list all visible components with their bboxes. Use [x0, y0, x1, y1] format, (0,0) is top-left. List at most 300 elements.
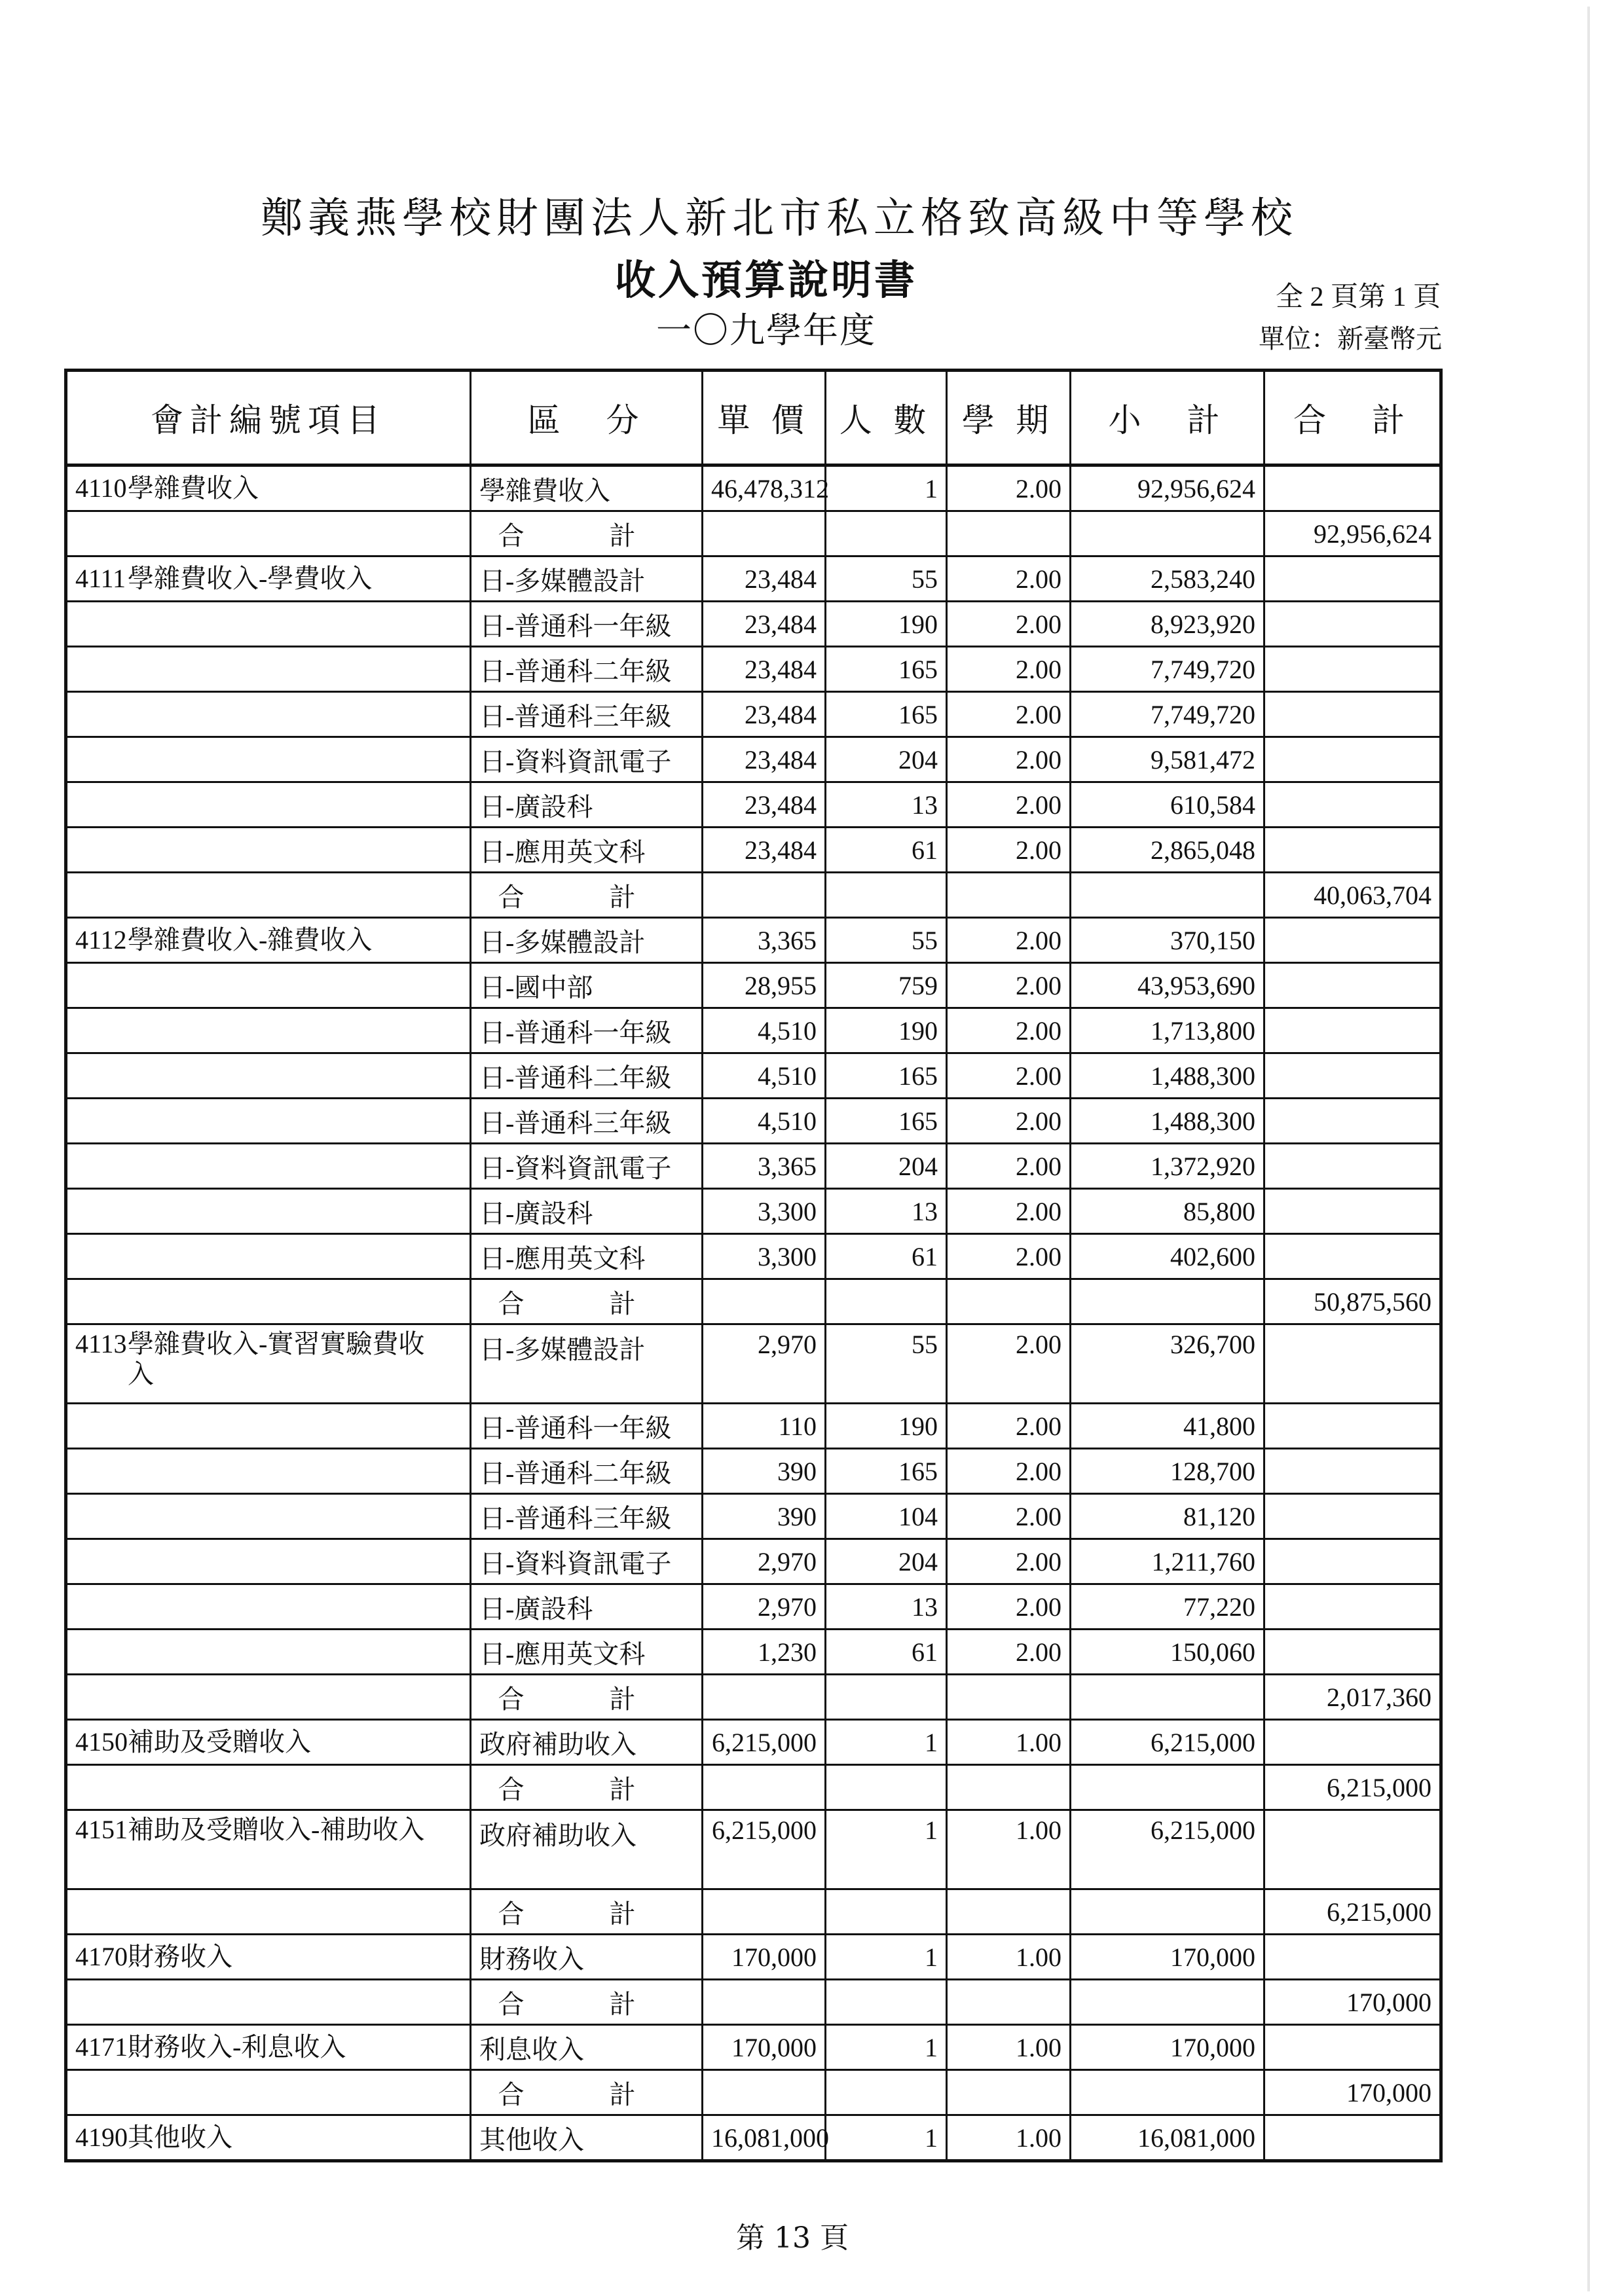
- currency-unit: 單位：新臺幣元: [1259, 324, 1442, 354]
- total-cell: 6,215,000: [1264, 1889, 1441, 1935]
- sum-label: 合 計: [471, 1889, 703, 1935]
- col-header-unit-price: 單 價: [703, 371, 826, 465]
- account-code: 4190: [75, 2123, 128, 2152]
- sum-row: [66, 2070, 1441, 2115]
- unit-price-cell: [703, 2070, 826, 2115]
- terms-cell: [947, 1675, 1071, 1720]
- account-code: 4113: [75, 1329, 127, 1358]
- category-cell: 日-廣設科: [471, 782, 703, 828]
- terms-cell: 2.00: [947, 1404, 1071, 1449]
- category-cell: 日-應用英文科: [471, 828, 703, 873]
- terms-cell: 2.00: [947, 1584, 1071, 1630]
- count-cell: [826, 1980, 947, 2025]
- subtotal-cell: 2,583,240: [1071, 556, 1264, 602]
- terms-cell: [947, 1765, 1071, 1810]
- total-cell: [1264, 1935, 1441, 1980]
- terms-cell: [947, 1980, 1071, 2025]
- total-cell: [1264, 556, 1441, 602]
- document-title: 收入預算說明書: [614, 256, 917, 304]
- count-cell: [826, 1675, 947, 1720]
- terms-cell: 2.00: [947, 602, 1071, 647]
- table-row: [66, 1449, 1441, 1494]
- unit-price-cell: 23,484: [703, 602, 826, 647]
- account-item-cell: [66, 1935, 471, 1980]
- unit-price-cell: [703, 1279, 826, 1324]
- table-row: [66, 1008, 1441, 1053]
- subtotal-cell: 7,749,720: [1071, 692, 1264, 737]
- total-cell: [1264, 828, 1441, 873]
- unit-price-cell: 2,970: [703, 1539, 826, 1584]
- terms-cell: 2.00: [947, 1630, 1071, 1675]
- subtotal-cell: 128,700: [1071, 1449, 1264, 1494]
- total-cell: 6,215,000: [1264, 1765, 1441, 1810]
- total-cell: [1264, 1144, 1441, 1189]
- table-row: [66, 556, 1441, 602]
- category-cell: 日-資料資訊電子: [471, 1539, 703, 1584]
- account-code: 4150: [75, 1727, 128, 1757]
- account-name: 學雜費收入-學費收入: [128, 564, 373, 593]
- count-cell: 55: [826, 918, 947, 963]
- count-cell: 55: [826, 1324, 947, 1404]
- table-row: [66, 1053, 1441, 1099]
- unit-price-cell: 110: [703, 1404, 826, 1449]
- sum-row: [66, 1980, 1441, 2025]
- table-header-row: [66, 371, 1441, 465]
- unit-price-cell: 6,215,000: [703, 1810, 826, 1889]
- category-cell: 財務收入: [471, 1935, 703, 1980]
- category-cell: 日-普通科三年級: [471, 692, 703, 737]
- total-cell: [1264, 963, 1441, 1008]
- account-code: 4151: [75, 1815, 128, 1844]
- account-item-cell: [66, 556, 471, 602]
- account-item-cell: [66, 1008, 471, 1053]
- count-cell: 190: [826, 602, 947, 647]
- count-cell: 165: [826, 1449, 947, 1494]
- terms-cell: 2.00: [947, 1449, 1071, 1494]
- subtotal-cell: 326,700: [1071, 1324, 1264, 1404]
- table-row: [66, 1630, 1441, 1675]
- subtotal-cell: 6,215,000: [1071, 1720, 1264, 1765]
- page-info: 全 2 頁第 1 頁: [1275, 282, 1441, 312]
- terms-cell: 1.00: [947, 1935, 1071, 1980]
- unit-price-cell: 2,970: [703, 1324, 826, 1404]
- account-code: 4171: [75, 2032, 128, 2062]
- account-item-cell: [66, 1404, 471, 1449]
- category-cell: 日-多媒體設計: [471, 1324, 703, 1404]
- count-cell: 13: [826, 1189, 947, 1234]
- category-cell: 日-多媒體設計: [471, 556, 703, 602]
- terms-cell: 2.00: [947, 782, 1071, 828]
- unit-price-cell: 3,300: [703, 1189, 826, 1234]
- subtotal-cell: 1,713,800: [1071, 1008, 1264, 1053]
- sum-label: 合 計: [471, 2070, 703, 2115]
- school-year: 一〇九學年度: [656, 310, 876, 351]
- terms-cell: 2.00: [947, 1053, 1071, 1099]
- total-cell: [1264, 1189, 1441, 1234]
- terms-cell: 1.00: [947, 2025, 1071, 2070]
- count-cell: 204: [826, 1539, 947, 1584]
- account-item-cell: [66, 1630, 471, 1675]
- account-item-cell: [66, 737, 471, 782]
- org-title: [0, 185, 1624, 245]
- account-item-cell: [66, 1449, 471, 1494]
- count-cell: 13: [826, 1584, 947, 1630]
- table-row: [66, 918, 1441, 963]
- table-row: [66, 1494, 1441, 1539]
- org-title-text: 鄭義燕學校財團法人新北市私立格致高級中等學校: [261, 194, 1298, 243]
- unit-price-cell: 23,484: [703, 828, 826, 873]
- account-item-cell: [66, 2025, 471, 2070]
- subtotal-cell: [1071, 1980, 1264, 2025]
- sum-row: [66, 511, 1441, 556]
- account-name: 補助及受贈收入-補助收入: [128, 1815, 425, 1844]
- total-cell: [1264, 1720, 1441, 1765]
- account-item-cell: [66, 1765, 471, 1810]
- account-item-cell: [66, 465, 471, 511]
- unit-price-cell: 390: [703, 1449, 826, 1494]
- account-item-cell: [66, 602, 471, 647]
- col-header-total: 合 計: [1264, 371, 1441, 465]
- account-item-cell: [66, 828, 471, 873]
- terms-cell: 1.00: [947, 1810, 1071, 1889]
- terms-cell: 2.00: [947, 1189, 1071, 1234]
- unit-price-cell: 23,484: [703, 692, 826, 737]
- account-item-cell: [66, 1980, 471, 2025]
- terms-cell: 2.00: [947, 963, 1071, 1008]
- page-number: 第 13 頁: [736, 2221, 849, 2255]
- account-item-cell: [66, 1234, 471, 1279]
- table-row: [66, 1324, 1441, 1404]
- subtotal-cell: 92,956,624: [1071, 465, 1264, 511]
- sum-row: [66, 1889, 1441, 1935]
- total-cell: [1264, 2115, 1441, 2161]
- subtotal-cell: 1,488,300: [1071, 1053, 1264, 1099]
- total-cell: [1264, 737, 1441, 782]
- total-cell: 92,956,624: [1264, 511, 1441, 556]
- unit-price-cell: 28,955: [703, 963, 826, 1008]
- account-code: 4111: [75, 564, 126, 593]
- table-row: [66, 2115, 1441, 2161]
- count-cell: 55: [826, 556, 947, 602]
- unit-price-cell: 4,510: [703, 1053, 826, 1099]
- unit-price-cell: 23,484: [703, 782, 826, 828]
- subtotal-cell: 1,372,920: [1071, 1144, 1264, 1189]
- unit-price-cell: 6,215,000: [703, 1720, 826, 1765]
- count-cell: [826, 1765, 947, 1810]
- category-cell: 日-普通科二年級: [471, 1053, 703, 1099]
- total-cell: [1264, 1494, 1441, 1539]
- terms-cell: 2.00: [947, 1008, 1071, 1053]
- total-cell: [1264, 1449, 1441, 1494]
- category-cell: 政府補助收入: [471, 1810, 703, 1889]
- table-row: [66, 692, 1441, 737]
- account-item-cell: [66, 782, 471, 828]
- account-item-cell: [66, 963, 471, 1008]
- count-cell: 1: [826, 1935, 947, 1980]
- terms-cell: 2.00: [947, 556, 1071, 602]
- table-row: [66, 1810, 1441, 1889]
- subtotal-cell: 150,060: [1071, 1630, 1264, 1675]
- table-row: [66, 963, 1441, 1008]
- total-cell: [1264, 602, 1441, 647]
- subtotal-cell: [1071, 1765, 1264, 1810]
- table-row: [66, 1720, 1441, 1765]
- count-cell: [826, 2070, 947, 2115]
- unit-price-cell: 4,510: [703, 1099, 826, 1144]
- unit-price-cell: [703, 1889, 826, 1935]
- col-header-category: 區 分: [471, 371, 703, 465]
- subtotal-cell: 610,584: [1071, 782, 1264, 828]
- category-cell: 日-資料資訊電子: [471, 737, 703, 782]
- terms-cell: 2.00: [947, 918, 1071, 963]
- terms-cell: 2.00: [947, 465, 1071, 511]
- subtotal-cell: 2,865,048: [1071, 828, 1264, 873]
- sum-row: [66, 1675, 1441, 1720]
- subtotal-cell: 41,800: [1071, 1404, 1264, 1449]
- unit-price-cell: 4,510: [703, 1008, 826, 1053]
- total-cell: 40,063,704: [1264, 873, 1441, 918]
- unit-price-cell: 23,484: [703, 647, 826, 692]
- subtotal-cell: 85,800: [1071, 1189, 1264, 1234]
- subtotal-cell: 370,150: [1071, 918, 1264, 963]
- unit-price-cell: 23,484: [703, 737, 826, 782]
- category-cell: 日-應用英文科: [471, 1630, 703, 1675]
- subtotal-cell: 170,000: [1071, 1935, 1264, 1980]
- table-body: [66, 465, 1441, 2161]
- total-cell: [1264, 465, 1441, 511]
- category-cell: 日-普通科一年級: [471, 602, 703, 647]
- count-cell: [826, 873, 947, 918]
- terms-cell: 2.00: [947, 692, 1071, 737]
- subtotal-cell: 81,120: [1071, 1494, 1264, 1539]
- table-row: [66, 465, 1441, 511]
- category-cell: 其他收入: [471, 2115, 703, 2161]
- category-cell: 日-普通科二年級: [471, 647, 703, 692]
- count-cell: 204: [826, 1144, 947, 1189]
- revenue-budget-table: [64, 369, 1443, 2162]
- category-cell: 日-普通科一年級: [471, 1404, 703, 1449]
- unit-price-cell: 2,970: [703, 1584, 826, 1630]
- terms-cell: 2.00: [947, 1539, 1071, 1584]
- subtotal-cell: 8,923,920: [1071, 602, 1264, 647]
- subtotal-cell: 1,211,760: [1071, 1539, 1264, 1584]
- subtotal-cell: 43,953,690: [1071, 963, 1264, 1008]
- subtotal-cell: 9,581,472: [1071, 737, 1264, 782]
- subtotal-cell: 7,749,720: [1071, 647, 1264, 692]
- subtotal-cell: 16,081,000: [1071, 2115, 1264, 2161]
- sum-label: 合 計: [471, 873, 703, 918]
- account-code: 4112: [75, 925, 127, 955]
- account-item-cell: [66, 2115, 471, 2161]
- account-item-cell: [66, 511, 471, 556]
- table-row: [66, 782, 1441, 828]
- sum-label: 合 計: [471, 1279, 703, 1324]
- account-name: 補助及受贈收入: [128, 1727, 311, 1757]
- count-cell: 165: [826, 1099, 947, 1144]
- total-cell: [1264, 1630, 1441, 1675]
- unit-price-cell: 390: [703, 1494, 826, 1539]
- account-item-cell: [66, 1494, 471, 1539]
- count-cell: 61: [826, 828, 947, 873]
- count-cell: 1: [826, 2115, 947, 2161]
- unit-price-cell: 1,230: [703, 1630, 826, 1675]
- unit-price-cell: [703, 1765, 826, 1810]
- terms-cell: [947, 511, 1071, 556]
- category-cell: 日-廣設科: [471, 1584, 703, 1630]
- sum-row: [66, 1765, 1441, 1810]
- subtotal-cell: 77,220: [1071, 1584, 1264, 1630]
- unit-price-cell: [703, 873, 826, 918]
- total-cell: [1264, 1234, 1441, 1279]
- total-cell: 170,000: [1264, 1980, 1441, 2025]
- table-row: [66, 2025, 1441, 2070]
- table-row: [66, 1584, 1441, 1630]
- account-item-cell: [66, 1053, 471, 1099]
- table-row: [66, 1404, 1441, 1449]
- total-cell: [1264, 1099, 1441, 1144]
- terms-cell: [947, 1889, 1071, 1935]
- subtotal-cell: [1071, 1279, 1264, 1324]
- table-row: [66, 1099, 1441, 1144]
- col-header-terms: 學 期: [947, 371, 1071, 465]
- sum-label: 合 計: [471, 1675, 703, 1720]
- subtotal-cell: [1071, 1889, 1264, 1935]
- unit-price-cell: 3,300: [703, 1234, 826, 1279]
- scan-edge-line: [1587, 7, 1590, 2291]
- table-row: [66, 1539, 1441, 1584]
- table-row: [66, 1234, 1441, 1279]
- total-cell: [1264, 1324, 1441, 1404]
- table-row: [66, 1935, 1441, 1980]
- sum-row: [66, 873, 1441, 918]
- sum-row: [66, 1279, 1441, 1324]
- unit-price-cell: 46,478,312: [703, 465, 826, 511]
- subtotal-cell: 6,215,000: [1071, 1810, 1264, 1889]
- subtotal-cell: 1,488,300: [1071, 1099, 1264, 1144]
- count-cell: [826, 1279, 947, 1324]
- account-item-cell: [66, 1144, 471, 1189]
- count-cell: 204: [826, 737, 947, 782]
- category-cell: 日-普通科一年級: [471, 1008, 703, 1053]
- table-row: [66, 1144, 1441, 1189]
- table-row: [66, 602, 1441, 647]
- account-item-cell: [66, 1720, 471, 1765]
- total-cell: [1264, 1053, 1441, 1099]
- total-cell: 50,875,560: [1264, 1279, 1441, 1324]
- category-cell: 日-普通科三年級: [471, 1099, 703, 1144]
- category-cell: 學雜費收入: [471, 465, 703, 511]
- terms-cell: 1.00: [947, 2115, 1071, 2161]
- total-cell: [1264, 1810, 1441, 1889]
- total-cell: [1264, 1008, 1441, 1053]
- account-code: 4170: [75, 1942, 128, 1971]
- account-item-cell: [66, 1189, 471, 1234]
- table-row: [66, 1189, 1441, 1234]
- category-cell: 利息收入: [471, 2025, 703, 2070]
- account-item-cell: [66, 1675, 471, 1720]
- account-item-cell: [66, 692, 471, 737]
- subtotal-cell: 170,000: [1071, 2025, 1264, 2070]
- count-cell: 104: [826, 1494, 947, 1539]
- col-header-account-item: 會計編號項目: [66, 371, 471, 465]
- category-cell: 日-廣設科: [471, 1189, 703, 1234]
- table-row: [66, 828, 1441, 873]
- category-cell: 日-國中部: [471, 963, 703, 1008]
- account-item-cell: [66, 1539, 471, 1584]
- unit-price-cell: 170,000: [703, 2025, 826, 2070]
- account-item-cell: [66, 1889, 471, 1935]
- table-row: [66, 737, 1441, 782]
- count-cell: [826, 511, 947, 556]
- account-name: 學雜費收入-實習實驗費收入: [128, 1329, 425, 1389]
- terms-cell: [947, 873, 1071, 918]
- terms-cell: 2.00: [947, 1324, 1071, 1404]
- count-cell: 165: [826, 692, 947, 737]
- total-cell: 170,000: [1264, 2070, 1441, 2115]
- account-item-cell: [66, 1810, 471, 1889]
- sum-label: 合 計: [471, 1765, 703, 1810]
- total-cell: [1264, 1539, 1441, 1584]
- subtotal-cell: [1071, 511, 1264, 556]
- account-item-cell: [66, 1099, 471, 1144]
- col-header-count: 人 數: [826, 371, 947, 465]
- subtotal-cell: [1071, 1675, 1264, 1720]
- unit-price-cell: [703, 511, 826, 556]
- category-cell: 日-應用英文科: [471, 1234, 703, 1279]
- account-item-cell: [66, 1324, 471, 1404]
- total-cell: [1264, 1584, 1441, 1630]
- total-cell: [1264, 647, 1441, 692]
- total-cell: [1264, 692, 1441, 737]
- category-cell: 政府補助收入: [471, 1720, 703, 1765]
- count-cell: 61: [826, 1630, 947, 1675]
- account-name: 學雜費收入: [128, 473, 259, 503]
- account-name: 財務收入: [128, 1942, 232, 1971]
- terms-cell: 2.00: [947, 1494, 1071, 1539]
- count-cell: 759: [826, 963, 947, 1008]
- count-cell: [826, 1889, 947, 1935]
- count-cell: 1: [826, 2025, 947, 2070]
- unit-price-cell: [703, 1675, 826, 1720]
- account-code: 4110: [75, 473, 127, 503]
- terms-cell: [947, 2070, 1071, 2115]
- terms-cell: 2.00: [947, 737, 1071, 782]
- total-cell: [1264, 1404, 1441, 1449]
- category-cell: 日-多媒體設計: [471, 918, 703, 963]
- total-cell: [1264, 918, 1441, 963]
- unit-price-cell: [703, 1980, 826, 2025]
- sum-label: 合 計: [471, 1980, 703, 2025]
- sum-label: 合 計: [471, 511, 703, 556]
- unit-price-cell: 170,000: [703, 1935, 826, 1980]
- terms-cell: [947, 1279, 1071, 1324]
- subtotal-cell: [1071, 873, 1264, 918]
- count-cell: 190: [826, 1008, 947, 1053]
- account-name: 學雜費收入-雜費收入: [128, 925, 373, 955]
- category-cell: 日-資料資訊電子: [471, 1144, 703, 1189]
- total-cell: [1264, 2025, 1441, 2070]
- total-cell: 2,017,360: [1264, 1675, 1441, 1720]
- count-cell: 61: [826, 1234, 947, 1279]
- unit-price-cell: 3,365: [703, 1144, 826, 1189]
- unit-price-cell: 3,365: [703, 918, 826, 963]
- count-cell: 1: [826, 465, 947, 511]
- terms-cell: 2.00: [947, 647, 1071, 692]
- count-cell: 1: [826, 1720, 947, 1765]
- total-cell: [1264, 782, 1441, 828]
- account-item-cell: [66, 647, 471, 692]
- terms-cell: 2.00: [947, 828, 1071, 873]
